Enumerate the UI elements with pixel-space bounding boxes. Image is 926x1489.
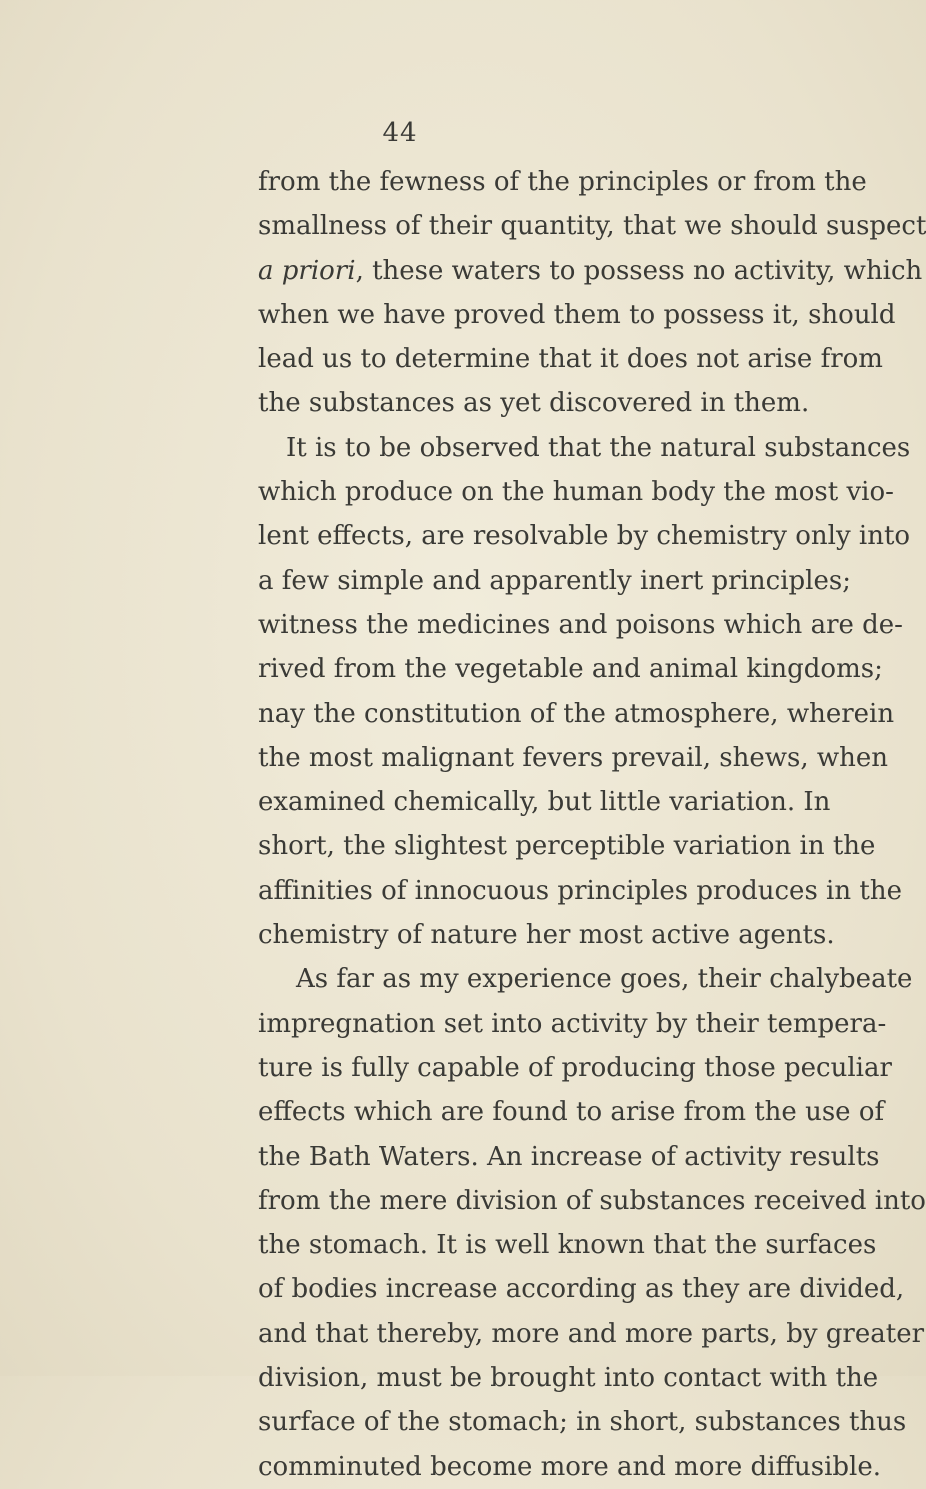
text-line: rived from the vegetable and animal kingdoms; bbox=[258, 654, 883, 685]
text-line: when we have proved them to possess it, should bbox=[258, 299, 896, 330]
text-line: of bodies increase according as they are divided, bbox=[258, 1274, 905, 1305]
text-line: lent effects, are resolvable by chemistry only into bbox=[258, 521, 911, 552]
text-line: the most malignant fevers prevail, shews, when bbox=[258, 742, 889, 773]
text-line: lead us to determine that it does not arise from bbox=[258, 344, 883, 375]
text-line: ture is fully capable of producing those peculiar bbox=[258, 1052, 892, 1083]
text-line: the substances as yet discovered in them. bbox=[258, 388, 810, 419]
text-line: smallness of their quantity, that we should suspect bbox=[258, 211, 926, 242]
paragraph-start-line: It is to be observed that the natural substances bbox=[286, 432, 911, 463]
text-line: witness the medicines and poisons which are de- bbox=[258, 609, 903, 640]
text-line: a few simple and apparently inert principles; bbox=[258, 565, 851, 596]
text-line: which produce on the human body the most vio- bbox=[258, 477, 894, 508]
text-line: short, the slightest perceptible variation in the bbox=[258, 831, 876, 862]
text-line: nay the constitution of the atmosphere, wherein bbox=[258, 698, 895, 729]
text-line: impregnation set into activity by their tempera- bbox=[258, 1008, 887, 1039]
text-line: the Bath Waters. An increase of activity results bbox=[258, 1141, 880, 1172]
text-line: the stomach. It is well known that the surfaces bbox=[258, 1230, 877, 1261]
text-line: examined chemically, but little variation. In bbox=[258, 787, 831, 818]
text-line: a priori, these waters to possess no activity, which bbox=[258, 255, 923, 286]
text-line: effects which are found to arise from the use of bbox=[258, 1097, 885, 1128]
text-line: chemistry of nature her most active agents. bbox=[258, 920, 835, 951]
text-line: comminuted become more and more diffusible. bbox=[258, 1451, 881, 1482]
body-text bbox=[258, 160, 926, 1489]
text-line: and that thereby, more and more parts, by greater bbox=[258, 1318, 925, 1349]
page-number: 44 bbox=[382, 118, 418, 148]
paragraph-start-line: As far as my experience goes, their chalybeate bbox=[296, 964, 913, 995]
text-line: division, must be brought into contact with the bbox=[258, 1363, 879, 1394]
text-line: from the fewness of the principles or from the bbox=[258, 167, 867, 197]
text-line: surface of the stomach; in short, substances thus bbox=[258, 1407, 907, 1438]
text-line: affinities of innocuous principles produces in the bbox=[258, 875, 902, 906]
text-line: from the mere division of substances received into bbox=[258, 1185, 926, 1216]
italic-phrase: a priori bbox=[258, 255, 356, 286]
